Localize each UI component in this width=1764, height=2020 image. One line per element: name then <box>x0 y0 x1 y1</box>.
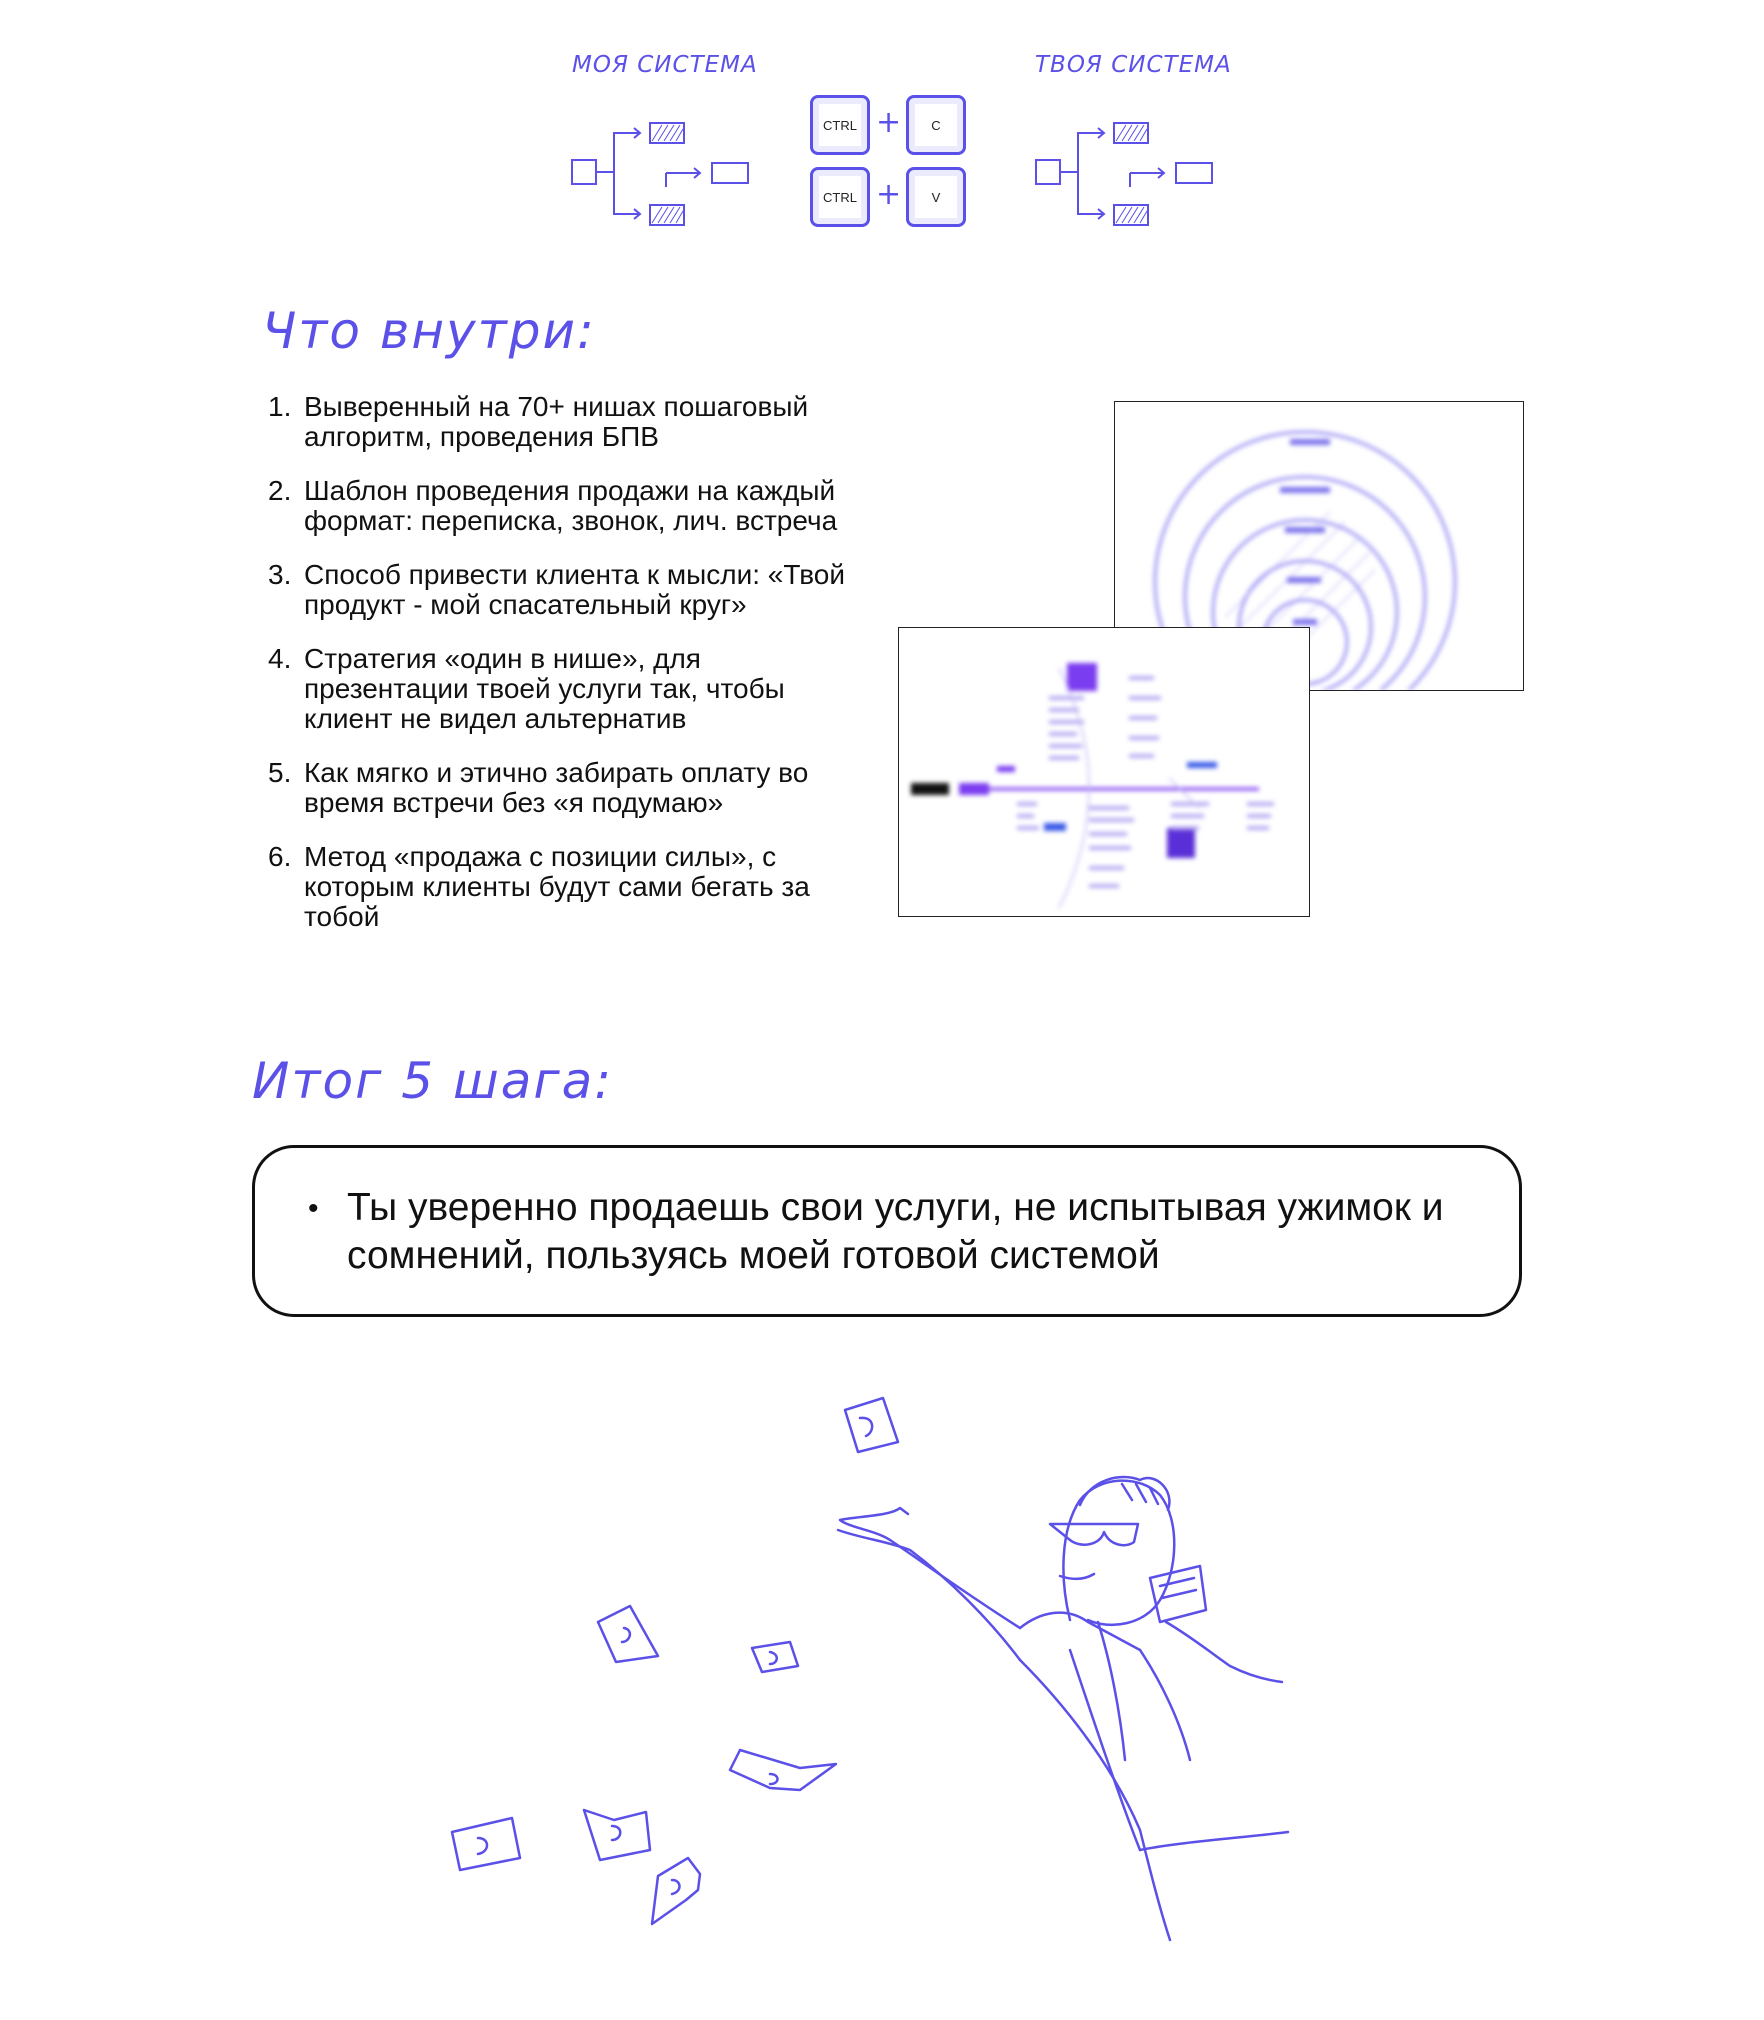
list-item-number: 5. <box>268 757 292 788</box>
list-item-number: 4. <box>268 643 292 674</box>
list-item <box>268 758 894 818</box>
list-item-number: 2. <box>268 475 292 506</box>
result-bullet: • <box>308 1192 319 1225</box>
list-item <box>268 644 894 734</box>
list-item <box>268 476 894 536</box>
list-item <box>268 392 894 452</box>
list-item <box>268 560 894 620</box>
money-bill-icon <box>730 1750 836 1790</box>
list-item-number: 6. <box>268 841 292 872</box>
result-title: Итог 5 шага: <box>252 1052 614 1110</box>
list-item-number: 1. <box>268 391 292 422</box>
list-item-text: Как мягко и этично забирать оплату во время встречи без «я подумаю» <box>304 757 809 818</box>
money-bill-icon <box>752 1642 798 1672</box>
inside-list <box>268 392 894 956</box>
money-bill-icon <box>845 1398 898 1452</box>
man-throwing-money-illustration <box>420 1380 1300 1960</box>
inside-title: Что внутри: <box>262 302 596 360</box>
v-key: V <box>906 167 966 227</box>
plus-icon: + <box>876 105 902 140</box>
my-system-label: МОЯ СИСТЕМА <box>572 52 758 78</box>
list-item-text: Шаблон проведения продажи на каждый формат: переписка, звонок, лич. встреча <box>304 475 838 536</box>
sunglasses <box>1050 1524 1138 1545</box>
list-item-text: Способ привести клиента к мысли: «Твой продукт - мой спасательный круг» <box>304 559 846 620</box>
money-bill-icon <box>584 1810 650 1860</box>
list-item-text: Метод «продажа с позиции силы», с которым клиенты будут сами бегать за тобой <box>304 841 810 932</box>
your-system-flow-diagram <box>1034 115 1224 230</box>
result-text: Ты уверенно продаешь свои услуги, не испытывая ужимок и сомнений, пользуясь моей готовой системой <box>347 1186 1444 1277</box>
ctrl-key-copy: CTRL <box>810 95 870 155</box>
ctrl-key-paste: CTRL <box>810 167 870 227</box>
my-system-flow-diagram <box>570 115 760 230</box>
mindmap-preview-image <box>898 627 1310 917</box>
your-system-label: ТВОЯ СИСТЕМА <box>1035 52 1232 78</box>
c-key: C <box>906 95 966 155</box>
list-item-text: Выверенный на 70+ нишах пошаговый алгоритм, проведения БПВ <box>304 391 809 452</box>
plus-icon: + <box>876 177 902 212</box>
money-bill-icon <box>652 1858 700 1924</box>
list-item <box>268 842 894 932</box>
money-bill-icon <box>452 1818 520 1870</box>
list-item-number: 3. <box>268 559 292 590</box>
money-bill-icon <box>598 1606 658 1662</box>
list-item-text: Стратегия «один в нише», для презентации твоей услуги так, чтобы клиент не видел альтернатив <box>304 643 785 734</box>
